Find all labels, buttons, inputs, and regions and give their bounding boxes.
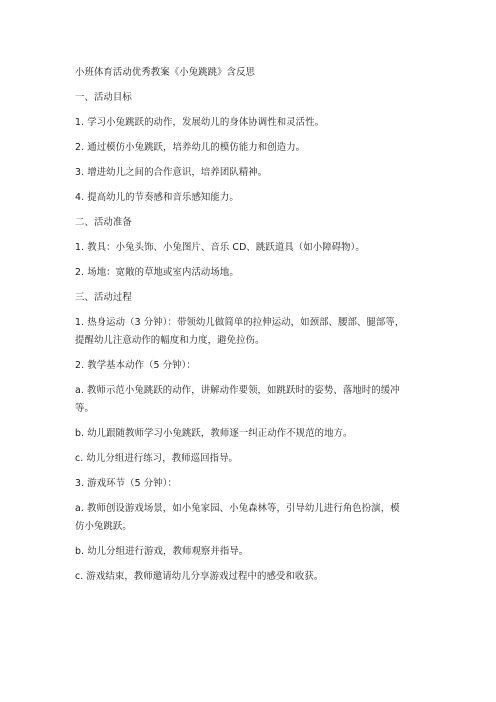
document-line: c. 游戏结束，教师邀请幼儿分享游戏过程中的感受和收获。 [75, 571, 324, 582]
document-line: b. 幼儿跟随教师学习小兔跳跃，教师逐一纠正动作不规范的地方。 [75, 428, 353, 439]
document-line: 2. 教学基本动作（5 分钟）： [75, 360, 196, 371]
document-line: 3. 游戏环节（5 分钟）： [75, 478, 177, 489]
document-title: 小班体育活动优秀教案《小兔跳跳》含反思 [75, 67, 256, 78]
document-line: 1. 热身运动（3 分钟）：带领幼儿做简单的拉伸运动，如颈部、腰部、腿部等， [75, 317, 405, 328]
document-body [75, 66, 427, 584]
document-line: 一、活动目标 [75, 92, 132, 103]
document-line: 4. 提高幼儿的节奏感和音乐感知能力。 [75, 192, 239, 203]
document-line: 2. 场地：宽敞的草地或室内活动场地。 [75, 267, 239, 278]
document-line: 提醒幼儿注意动作的幅度和力度，避免拉伤。 [75, 335, 265, 346]
document-line: 2. 通过模仿小兔跳跃，培养幼儿的模仿能力和创造力。 [75, 142, 306, 153]
document-line: c. 幼儿分组进行练习，教师巡回指导。 [75, 453, 239, 464]
document-line: a. 教师创设游戏场景，如小兔家园、小兔森林等，引导幼儿进行角色扮演，模 [75, 503, 400, 514]
document-line: b. 幼儿分组进行游戏，教师观察并指导。 [75, 546, 249, 557]
document-line: 二、活动准备 [75, 217, 132, 228]
document-line: 1. 教具：小兔头饰、小兔图片、音乐 CD、跳跃道具（如小障碍物）。 [75, 242, 365, 253]
document-line: 仿小兔跳跃。 [75, 521, 132, 532]
document-line: a. 教师示范小兔跳跃的动作，讲解动作要领，如跳跃时的姿势、落地时的缓冲 [75, 385, 400, 396]
document-line: 3. 增进幼儿之间的合作意识，培养团队精神。 [75, 167, 268, 178]
document-line: 等。 [75, 403, 94, 414]
document-line: 1. 学习小兔跳跃的动作，发展幼儿的身体协调性和灵活性。 [75, 117, 325, 128]
document-line: 三、活动过程 [75, 292, 132, 303]
